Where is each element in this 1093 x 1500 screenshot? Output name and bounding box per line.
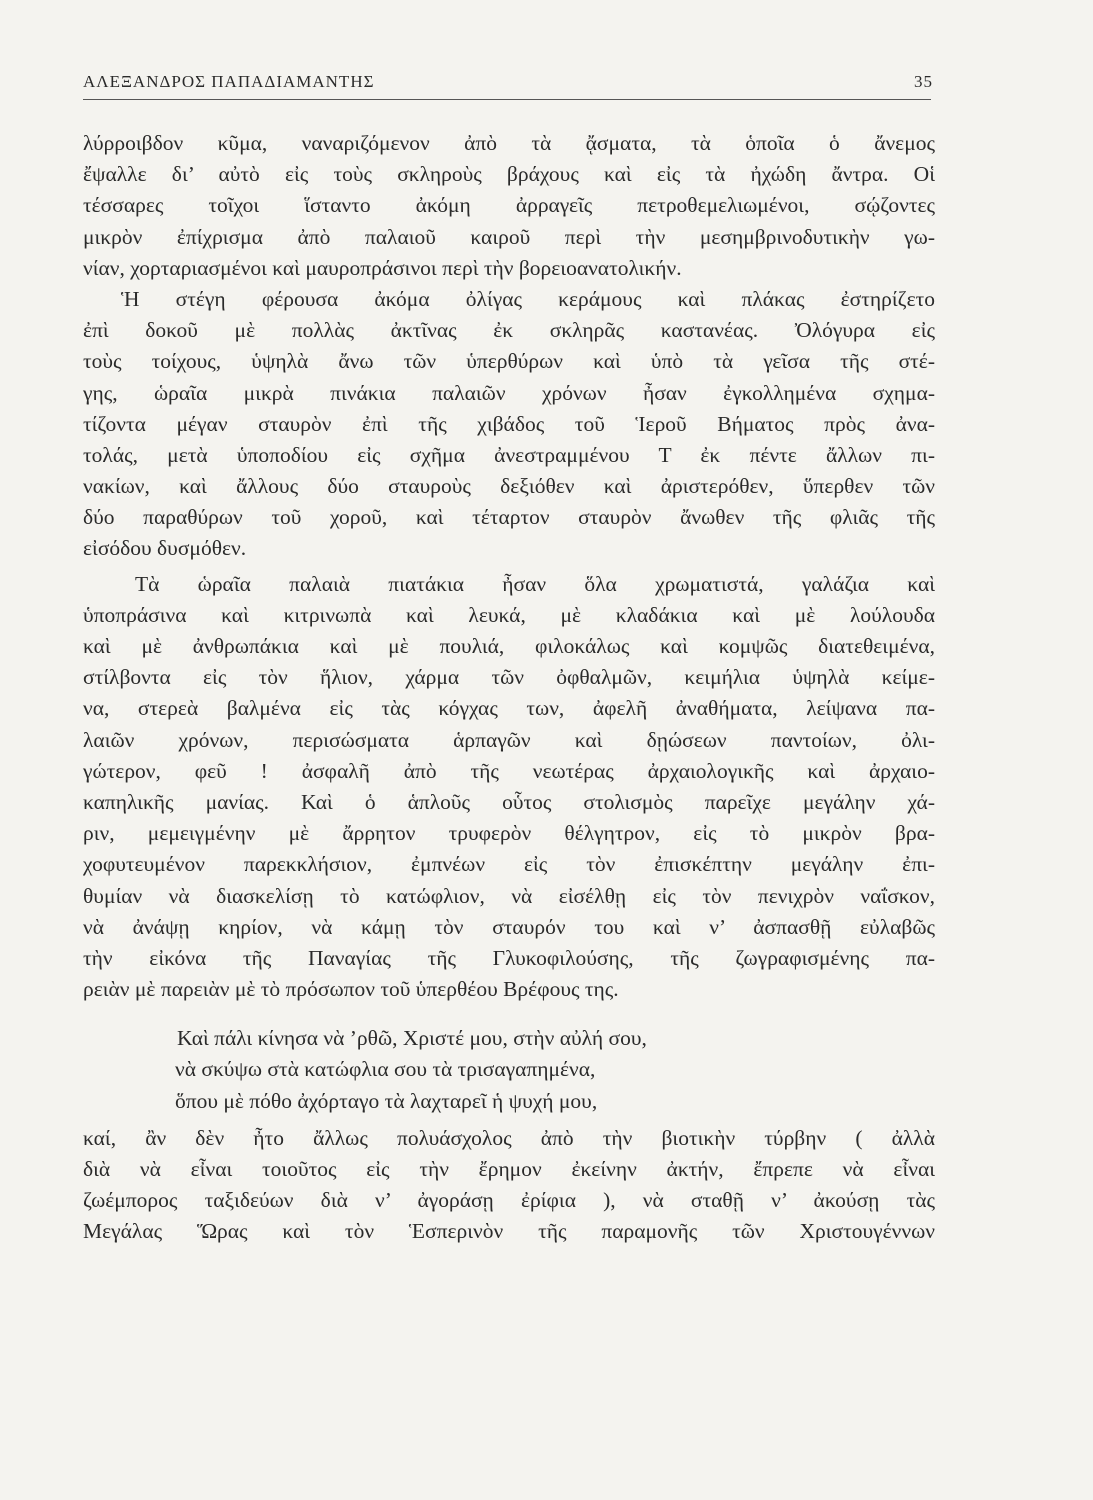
text-line: Μεγάλας Ὥρας καὶ τὸν Ἑσπερινὸν τῆς παραμονῆς τῶν Χριστουγέννων <box>83 1219 935 1244</box>
text-line: τολάς, μετὰ ὑποποδίου εἰς σχῆμα ἀνεστραμμένου Τ ἐκ πέντε ἄλλων πι- <box>83 442 935 467</box>
text-line: τοὺς τοίχους, ὑψηλὰ ἄνω τῶν ὑπερθύρων καὶ ὑπὸ τὰ γεῖσα τῆς στέ- <box>83 349 935 374</box>
verse-line: ὅπου μὲ πόθο ἀχόρταγο τὰ λαχταρεῖ ἡ ψυχή μου, <box>175 1088 598 1113</box>
text-line: ριν, μεμειγμένην μὲ ἄρρητον τρυφερὸν θέλγητρον, εἰς τὸ μικρὸν βρα- <box>83 821 935 846</box>
text-line: τίζοντα μέγαν σταυρὸν ἐπὶ τῆς χιβάδος τοῦ Ἱεροῦ Βήματος πρὸς ἀνα- <box>83 411 935 436</box>
header-author: ΑΛΕΞΑΝΔΡΟΣ ΠΑΠΑΔΙΑΜΑΝΤΗΣ <box>83 72 375 91</box>
text-line: ζωέμπορος ταξιδεύων διὰ ν’ ἀγοράσῃ ἐρίφια ), νὰ σταθῇ ν’ ἀκούσῃ τὰς <box>83 1188 935 1213</box>
text-line: Ἡ στέγη φέρουσα ἀκόμα ὀλίγας κεράμους καὶ πλάκας ἐστηρίζετο <box>121 286 935 311</box>
text-line: γης, ὡραῖα μικρὰ πινάκια παλαιῶν χρόνων ἦσαν ἐγκολλημένα σχημα- <box>83 380 935 405</box>
running-header <box>83 72 933 102</box>
text-line: νίαν, χορταριασμένοι καὶ μαυροπράσινοι περὶ τὴν βορειοανατολικήν. <box>83 255 682 280</box>
text-line: μικρὸν ἐπίχρισμα ἀπὸ παλαιοῦ καιροῦ περὶ τὴν μεσημβρινοδυτικὴν γω- <box>83 224 935 249</box>
text-line: νὰ ἀνάψῃ κηρίον, νὰ κάμῃ τὸν σταυρόν του καὶ ν’ ἀσπασθῇ εὐλαβῶς <box>83 914 935 939</box>
text-line: θυμίαν νὰ διασκελίσῃ τὸ κατώφλιον, νὰ εἰσέλθῃ εἰς τὸν πενιχρὸν ναΐσκον, <box>83 883 935 908</box>
text-line: γώτερον, φεῦ ! ἀσφαλῆ ἀπὸ τῆς νεωτέρας ἀρχαιολογικῆς καὶ ἀρχαιο- <box>83 758 935 783</box>
text-line: Τὰ ὡραῖα παλαιὰ πιατάκια ἦσαν ὅλα χρωματιστά, γαλάζια καὶ <box>135 571 935 596</box>
paragraph-1 <box>83 128 935 284</box>
text-line: λύρροιβδον κῦμα, ναναριζόμενον ἀπὸ τὰ ᾄσματα, τὰ ὁποῖα ὁ ἄνεμος <box>83 131 935 155</box>
header-rule <box>83 99 931 100</box>
text-line: δύο παραθύρων τοῦ χοροῦ, καὶ τέταρτον σταυρὸν ἄνωθεν τῆς φλιᾶς τῆς <box>83 505 935 530</box>
text-line: ρειὰν μὲ παρειὰν μὲ τὸ πρόσωπον τοῦ ὑπερθέου Βρέφους της. <box>83 977 619 1002</box>
verse-line: νὰ σκύψω στὰ κατώφλια σου τὰ τρισαγαπημένα, <box>175 1057 596 1082</box>
text-line: καί, ἂν δὲν ἦτο ἄλλως πολυάσχολος ἀπὸ τὴν βιοτικὴν τύρβην ( ἀλλὰ <box>83 1125 935 1150</box>
text-line: καπηλικῆς μανίας. Καὶ ὁ ἁπλοῦς οὗτος στολισμὸς παρεῖχε μεγάλην χά- <box>83 789 935 814</box>
text-line: στίλβοντα εἰς τὸν ἥλιον, χάρμα τῶν ὀφθαλμῶν, κειμήλια ὑψηλὰ κείμε- <box>83 665 935 690</box>
text-line: ἔψαλλε δι’ αὐτὸ εἰς τοὺς σκληροὺς βράχους καὶ εἰς τὰ ἠχώδη ἄντρα. Οἱ <box>83 162 935 187</box>
verse-line: Καὶ πάλι κίνησα νὰ ’ρθῶ, Χριστέ μου, στὴν αὐλή σου, <box>177 1026 647 1051</box>
text-line: ὑποπράσινα καὶ κιτρινωπὰ καὶ λευκά, μὲ κλαδάκια καὶ μὲ λούλουδα <box>83 602 935 627</box>
paragraph-4 <box>83 1123 935 1248</box>
verse-quote <box>83 1023 935 1117</box>
text-line: ἐπὶ δοκοῦ μὲ πολλὰς ἀκτῖνας ἐκ σκληρᾶς καστανέας. Ὀλόγυρα εἰς <box>83 318 935 343</box>
paragraph-2 <box>83 284 935 565</box>
text-line: λαιῶν χρόνων, περισώσματα ἁρπαγῶν καὶ δῃώσεων παντοίων, ὀλι- <box>83 727 935 752</box>
text-line: τέσσαρες τοῖχοι ἵσταντο ἀκόμη ἀρραγεῖς πετροθεμελιωμένοι, σῴζοντες <box>83 193 935 218</box>
text-line: διὰ νὰ εἶναι τοιοῦτος εἰς τὴν ἔρημον ἐκείνην ἀκτήν, ἔπρεπε νὰ εἶναι <box>83 1157 935 1181</box>
paragraph-3 <box>83 569 935 1006</box>
body-text <box>83 128 935 1248</box>
text-line: τὴν εἰκόνα τῆς Παναγίας τῆς Γλυκοφιλούσης, τῆς ζωγραφισμένης πα- <box>83 945 935 970</box>
text-line: καὶ μὲ ἀνθρωπάκια καὶ μὲ πουλιά, φιλοκάλως καὶ κομψῶς διατεθειμένα, <box>83 634 935 658</box>
text-line: να, στερεὰ βαλμένα εἰς τὰς κόγχας των, ἀφελῆ ἀναθήματα, λείψανα πα- <box>83 696 935 721</box>
text-line: εἰσόδου δυσμόθεν. <box>83 536 247 561</box>
page-number: 35 <box>914 72 933 91</box>
text-line: χοφυτευμένον παρεκκλήσιον, ἐμπνέων εἰς τὸν ἐπισκέπτην μεγάλην ἐπι- <box>83 852 935 877</box>
text-line: νακίων, καὶ ἄλλους δύο σταυροὺς δεξιόθεν καὶ ἀριστερόθεν, ὕπερθεν τῶν <box>83 474 935 499</box>
